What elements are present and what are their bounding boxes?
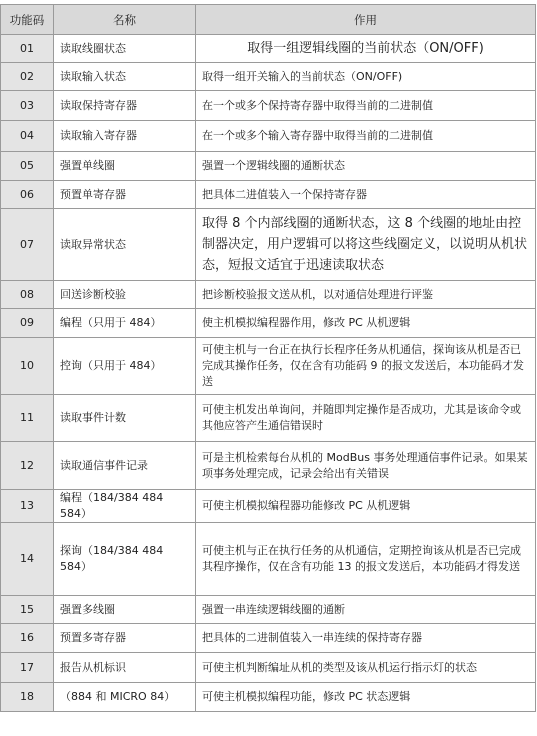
function-code: 07 [1, 209, 54, 281]
table-row [1, 442, 536, 490]
table-row [1, 309, 536, 338]
table-row [1, 490, 536, 523]
function-code: 02 [1, 63, 54, 91]
function-desc: 可使主机模拟编程器功能修改 PC 从机逻辑 [196, 490, 536, 523]
function-name: 控询（只用于 484） [54, 338, 196, 395]
table-row [1, 63, 536, 91]
function-name: 探询（184/384 484 584） [54, 523, 196, 596]
table-row [1, 281, 536, 309]
table-row [1, 624, 536, 653]
function-code: 05 [1, 152, 54, 181]
header-row [1, 5, 536, 35]
function-name: （884 和 MICRO 84） [54, 683, 196, 712]
function-name: 读取输入状态 [54, 63, 196, 91]
function-code: 14 [1, 523, 54, 596]
table-row [1, 338, 536, 395]
function-name: 强置多线圈 [54, 596, 196, 624]
function-name: 回送诊断校验 [54, 281, 196, 309]
function-desc: 取得一组开关输入的当前状态（ON/OFF) [196, 63, 536, 91]
function-name: 预置单寄存器 [54, 181, 196, 209]
table-row [1, 653, 536, 683]
function-name: 读取输入寄存器 [54, 121, 196, 152]
function-desc: 可使主机模拟编程功能，修改 PC 状态逻辑 [196, 683, 536, 712]
table-row [1, 35, 536, 63]
function-code: 17 [1, 653, 54, 683]
function-desc: 可使主机与一台正在执行长程序任务从机通信，探询该从机是否已完成其操作任务，仅在含有功能码 9 的报文发送后，本功能码才发送 [196, 338, 536, 395]
function-name: 读取通信事件记录 [54, 442, 196, 490]
function-code: 12 [1, 442, 54, 490]
function-desc: 可使主机发出单询问，并随即判定操作是否成功，尤其是该命令或其他应答产生通信错误时 [196, 395, 536, 442]
function-code: 08 [1, 281, 54, 309]
function-code: 06 [1, 181, 54, 209]
table-row [1, 596, 536, 624]
function-desc: 可是主机检索每台从机的 ModBus 事务处理通信事件记录。如果某项事务处理完成，记录会给出有关错误 [196, 442, 536, 490]
table-row [1, 683, 536, 712]
function-desc: 在一个或多个输入寄存器中取得当前的二进制值 [196, 121, 536, 152]
table-row [1, 121, 536, 152]
function-code: 01 [1, 35, 54, 63]
function-code: 16 [1, 624, 54, 653]
function-name: 编程（184/384 484 584） [54, 490, 196, 523]
function-desc: 强置一串连续逻辑线圈的通断 [196, 596, 536, 624]
function-code: 18 [1, 683, 54, 712]
table-row [1, 181, 536, 209]
header-desc: 作用 [196, 5, 536, 35]
function-name: 报告从机标识 [54, 653, 196, 683]
table-row [1, 395, 536, 442]
table-row [1, 209, 536, 281]
function-desc: 把具体二进值装入一个保持寄存器 [196, 181, 536, 209]
function-name: 读取线圈状态 [54, 35, 196, 63]
table-row [1, 152, 536, 181]
function-name: 读取异常状态 [54, 209, 196, 281]
function-desc: 取得 8 个内部线圈的通断状态，这 8 个线圈的地址由控制器决定，用户逻辑可以将这些线圈定义，以说明从机状态，短报文适宜于迅速读取状态 [196, 209, 536, 281]
function-name: 编程（只用于 484） [54, 309, 196, 338]
function-desc: 取得一组逻辑线圈的当前状态（ON/OFF) [196, 35, 536, 63]
function-code: 13 [1, 490, 54, 523]
function-desc: 把诊断校验报文送从机，以对通信处理进行评鉴 [196, 281, 536, 309]
function-desc: 可使主机判断编址从机的类型及该从机运行指示灯的状态 [196, 653, 536, 683]
function-name: 强置单线圈 [54, 152, 196, 181]
function-code: 10 [1, 338, 54, 395]
function-code: 09 [1, 309, 54, 338]
function-code: 15 [1, 596, 54, 624]
header-name: 名称 [54, 5, 196, 35]
function-desc: 在一个或多个保持寄存器中取得当前的二进制值 [196, 91, 536, 121]
function-desc: 把具体的二进制值装入一串连续的保持寄存器 [196, 624, 536, 653]
function-code: 03 [1, 91, 54, 121]
table-row [1, 91, 536, 121]
function-desc: 可使主机与正在执行任务的从机通信，定期控询该从机是否已完成其程序操作，仅在含有功能 13 的报文发送后，本功能码才得发送 [196, 523, 536, 596]
function-desc: 使主机模拟编程器作用，修改 PC 从机逻辑 [196, 309, 536, 338]
function-code-table [0, 4, 536, 712]
header-code: 功能码 [1, 5, 54, 35]
function-name: 读取保持寄存器 [54, 91, 196, 121]
function-code: 11 [1, 395, 54, 442]
function-code: 04 [1, 121, 54, 152]
function-desc: 强置一个逻辑线圈的通断状态 [196, 152, 536, 181]
table-row [1, 523, 536, 596]
function-name: 预置多寄存器 [54, 624, 196, 653]
function-name: 读取事件计数 [54, 395, 196, 442]
